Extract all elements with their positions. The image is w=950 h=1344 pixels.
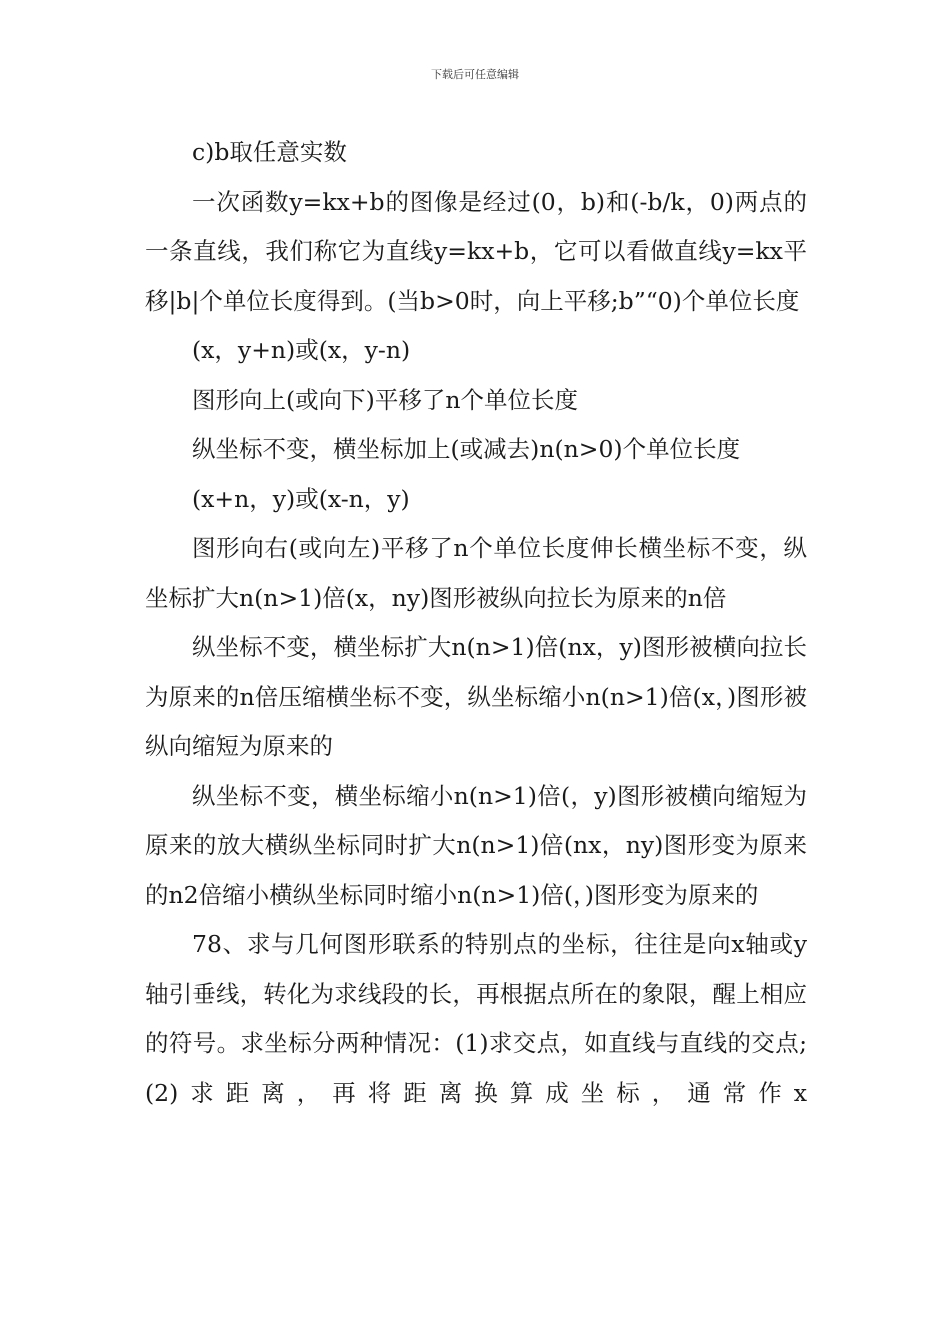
paragraph-horizontal-shift-rule: 纵坐标不变，横坐标加上(或减去)n(n>0)个单位长度 [192,435,741,463]
paragraph-scaling: 纵坐标不变，横坐标缩小n(n>1)倍(，y)图形被横向缩短为原来的放大横纵坐标同时扩大n(n>1)倍(nx，ny)图形变为原来的n2倍缩小横纵坐标同时缩小n(n>1)倍(，)图形变为原来的 [145,781,807,909]
paragraph-horizontal-stretch: 纵坐标不变，横坐标扩大n(n>1)倍(nx，y)图形被横向拉长为原来的n倍压缩横坐标不变，纵坐标缩小n(n>1)倍(x，)图形被纵向缩短为原来的 [145,633,807,760]
paragraph-b-any-real: c)b取任意实数 [192,138,347,166]
paragraph-linear-function-graph: 一次函数y=kx+b的图像是经过(0，b)和(-b/k，0)两点的一条直线，我们称它为直线y=kx+b，它可以看做直线y=kx平移|b|个单位长度得到。(当b>0时，向上平移;b”“0)个单位长度 [145,187,807,315]
paragraph-vertical-stretch: 图形向右(或向左)平移了n个单位长度伸长横坐标不变，纵坐标扩大n(n>1)倍(x，ny)图形被纵向拉长为原来的n倍 [145,534,807,612]
document-body [145,128,807,1118]
paragraph-vertical-shift-coords: (x，y+n)或(x，y-n) [192,336,411,364]
paragraph-special-points: 78、求与几何图形联系的特别点的坐标，往往是向x轴或y轴引垂线，转化为求线段的长，再根据点所在的象限，醒上相应的符号。求坐标分两种情况：(1)求交点，如直线与直线的交点;(2)求距离，再将距离换算成坐标，通常作x [145,930,807,1107]
paragraph-horizontal-shift-coords: (x+n，y)或(x-n，y) [192,484,410,513]
page-header: 下载后可任意编辑 [431,68,519,81]
paragraph-vertical-shift-desc: 图形向上(或向下)平移了n个单位长度 [192,385,578,414]
